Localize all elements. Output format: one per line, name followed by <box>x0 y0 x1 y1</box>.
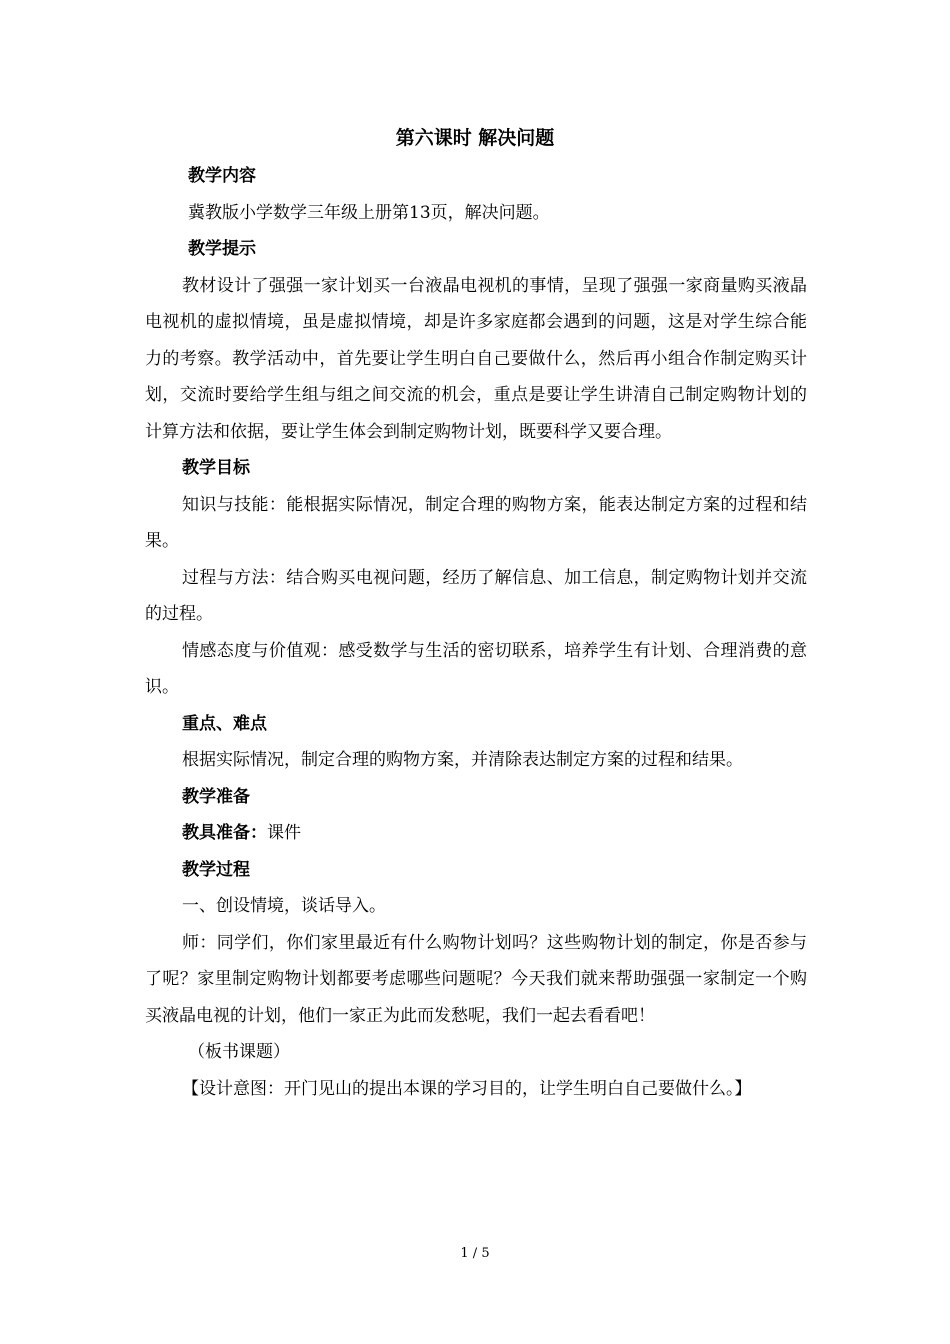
teacher-talk-paragraph: 师：同学们，你们家里最近有什么购物计划吗？这些购物计划的制定，你是否参与了呢？家里制定购物计划都要考虑哪些问题呢？今天我们就来帮助强强一家制定一个购买液晶电视的计划，他们一家正为此而发愁呢，我们一起去看看吧！ <box>145 932 807 1026</box>
board-note-paragraph: （板书课题） <box>188 1042 290 1062</box>
page-number: 1 / 5 <box>460 1246 490 1261</box>
tools-value: 课件 <box>267 823 301 843</box>
section-heading-goals: 教学目标 <box>182 458 250 478</box>
key-points-paragraph: 根据实际情况，制定合理的购物方案，并清除表达制定方案的过程和结果。 <box>182 750 743 770</box>
section-heading-hint: 教学提示 <box>188 239 256 259</box>
section-heading-process: 教学过程 <box>182 859 250 880</box>
goal-emotion-paragraph: 情感态度与价值观：感受数学与生活的密切联系，培养学生有计划、合理消费的意识。 <box>145 640 807 697</box>
section-heading-content: 教学内容 <box>188 166 256 186</box>
design-intent-paragraph: 【设计意图：开门见山的提出本课的学习目的，让学生明白自己要做什么。】 <box>182 1078 752 1099</box>
section-heading-preparation: 教学准备 <box>182 786 250 807</box>
content-paragraph: 冀教版小学数学三年级上册第13页，解决问题。 <box>188 202 550 223</box>
tools-paragraph <box>145 815 807 852</box>
step-one-paragraph: 一、创设情境，谈话导入。 <box>182 896 386 916</box>
document-body <box>145 158 807 1107</box>
tools-label: 教具准备： <box>182 823 267 843</box>
page-title: 第六课时 解决问题 <box>395 127 555 149</box>
hint-paragraph: 教材设计了强强一家计划买一台液晶电视机的事情，呈现了强强一家商量购买液晶电视机的虚拟情境，虽是虚拟情境，却是许多家庭都会遇到的问题，这是对学生综合能力的考察。教学活动中，首先要让学生明白自己要做什么，然后再小组合作制定购买计划，交流时要给学生组与组之间交流的机会，重点是要让学生讲清自己制定购物计划的计算方法和依据，要让学生体会到制定购物计划，既要科学又要合理。 <box>145 275 807 442</box>
goal-knowledge-paragraph: 知识与技能：能根据实际情况，制定合理的购物方案，能表达制定方案的过程和结果。 <box>145 494 807 551</box>
goal-process-paragraph: 过程与方法：结合购买电视问题，经历了解信息、加工信息，制定购物计划并交流的过程。 <box>145 567 807 624</box>
section-heading-key-points: 重点、难点 <box>182 713 267 734</box>
